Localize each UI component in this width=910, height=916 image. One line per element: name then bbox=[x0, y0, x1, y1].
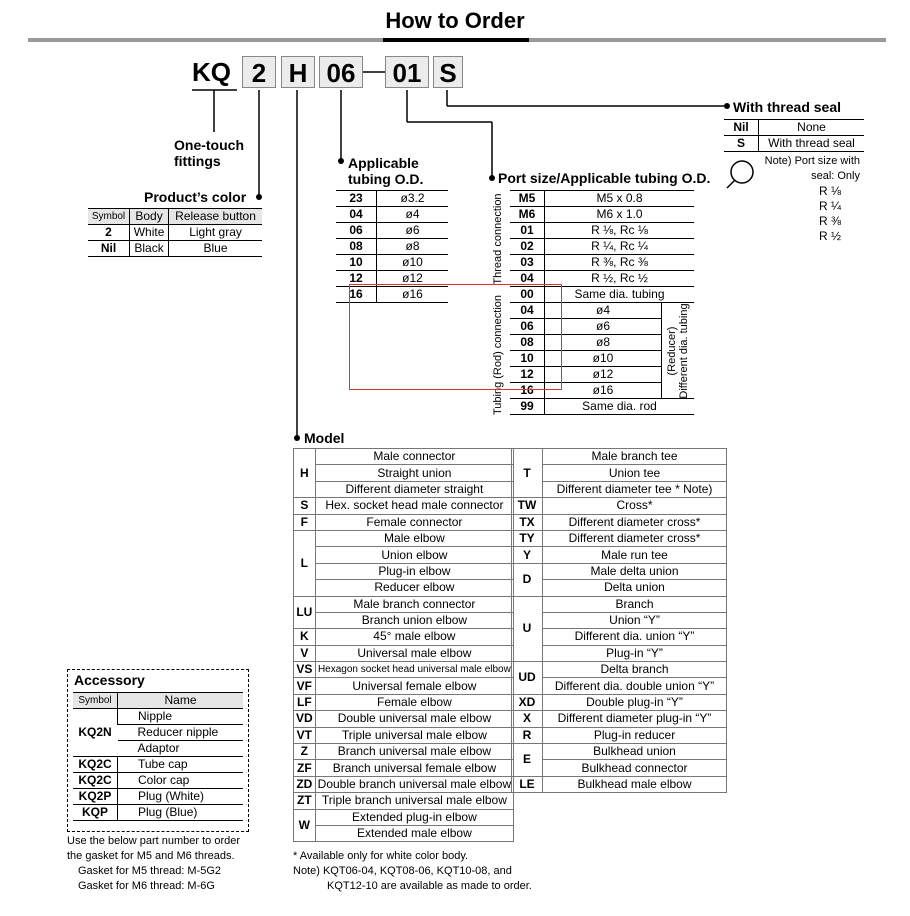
code-box-seal: S bbox=[433, 56, 463, 88]
table-row: 00 Same dia. tubing bbox=[510, 287, 694, 303]
accessory-name: Nipple bbox=[118, 709, 244, 725]
model-code: D bbox=[512, 563, 543, 596]
model-table-right bbox=[511, 448, 727, 793]
thread-connection-label: Thread connection bbox=[492, 193, 504, 285]
table-row: 10 ø10 bbox=[510, 351, 694, 367]
model-name: Double plug-in “Y” bbox=[543, 694, 727, 710]
table-row bbox=[294, 629, 514, 645]
tubing-title: Applicable tubing O.D. bbox=[348, 155, 424, 187]
model-code: Z bbox=[294, 744, 316, 760]
model-code: TW bbox=[512, 498, 543, 514]
code-box-model: H bbox=[281, 56, 315, 88]
model-name: Plug-in “Y” bbox=[543, 645, 727, 661]
model-title: Model bbox=[304, 430, 345, 446]
model-name: Union “Y” bbox=[543, 612, 727, 628]
table-row bbox=[512, 580, 727, 596]
table-row bbox=[512, 744, 727, 760]
color-title: Product’s color bbox=[144, 189, 247, 205]
accessory-name: Color cap bbox=[118, 773, 244, 789]
table-row: 2 White Light gray bbox=[88, 225, 262, 241]
table-row: 08 ø8 bbox=[336, 239, 448, 255]
model-name: Different diameter cross* bbox=[543, 514, 727, 530]
seal-size: R ⅛ bbox=[819, 184, 842, 198]
table-row: 12 ø12 bbox=[336, 271, 448, 287]
table-row: Nil None bbox=[724, 120, 864, 136]
model-code: ZT bbox=[294, 793, 316, 809]
asterisk-note: * Available only for white color body. bbox=[293, 850, 469, 862]
model-name: Double universal male elbow bbox=[315, 711, 513, 727]
model-name: Delta union bbox=[543, 580, 727, 596]
model-name: Different dia. union “Y” bbox=[543, 629, 727, 645]
table-row bbox=[512, 530, 727, 546]
model-name: Branch universal male elbow bbox=[315, 744, 513, 760]
model-name: 45° male elbow bbox=[315, 629, 513, 645]
table-row bbox=[512, 514, 727, 530]
model-name: Straight union bbox=[315, 465, 513, 481]
table-row bbox=[294, 662, 514, 678]
table-row: 06 ø6 bbox=[510, 319, 694, 335]
table-row: 04 R ½, Rc ½ bbox=[510, 271, 694, 287]
color-header-button: Release button bbox=[169, 209, 262, 225]
table-row bbox=[294, 498, 514, 514]
table-row bbox=[512, 760, 727, 776]
model-name: Male connector bbox=[315, 449, 513, 465]
model-name: Different diameter cross* bbox=[543, 530, 727, 546]
model-name: Reducer elbow bbox=[315, 580, 513, 596]
table-row bbox=[294, 727, 514, 743]
model-code: L bbox=[294, 530, 316, 596]
model-code: VT bbox=[294, 727, 316, 743]
table-row: 04 ø4 bbox=[336, 207, 448, 223]
model-name: Extended male elbow bbox=[315, 825, 513, 841]
table-row: S With thread seal bbox=[724, 136, 864, 152]
accessory-title: Accessory bbox=[74, 672, 145, 688]
table-row: 01 R ⅛, Rc ⅛ bbox=[510, 223, 694, 239]
table-row bbox=[512, 481, 727, 497]
model-code: ZD bbox=[294, 776, 316, 792]
model-code: S bbox=[294, 498, 316, 514]
table-row bbox=[73, 773, 243, 789]
table-row bbox=[73, 805, 243, 821]
table-row bbox=[294, 547, 514, 563]
table-row: 16 ø16 bbox=[336, 287, 448, 303]
table-row: M6 M6 x 1.0 bbox=[510, 207, 694, 223]
table-row bbox=[73, 709, 243, 725]
table-row bbox=[294, 744, 514, 760]
model-code: TY bbox=[512, 530, 543, 546]
model-name: Male run tee bbox=[543, 547, 727, 563]
model-name: Bulkhead union bbox=[543, 744, 727, 760]
model-code: Y bbox=[512, 547, 543, 563]
code-box-port: 01 bbox=[385, 56, 429, 88]
model-name: Extended plug-in elbow bbox=[315, 809, 513, 825]
table-row bbox=[294, 563, 514, 579]
seal-note: Note) Port size with seal: Only bbox=[764, 155, 860, 182]
seal-size: R ⅜ bbox=[819, 214, 842, 228]
model-table-left bbox=[293, 448, 514, 842]
table-row bbox=[512, 547, 727, 563]
model-code: UD bbox=[512, 662, 543, 695]
table-row bbox=[294, 580, 514, 596]
code-box-color: 2 bbox=[242, 56, 276, 88]
table-row bbox=[294, 612, 514, 628]
color-header-body: Body bbox=[129, 209, 168, 225]
table-row bbox=[294, 825, 514, 841]
accessory-code: KQ2C bbox=[73, 757, 118, 773]
table-row bbox=[512, 465, 727, 481]
model-name: Male delta union bbox=[543, 563, 727, 579]
table-row bbox=[294, 481, 514, 497]
model-name: Male branch connector bbox=[315, 596, 513, 612]
gasket-note: the gasket for M5 and M6 threads. bbox=[67, 850, 235, 862]
table-row: 12 ø12 bbox=[510, 367, 694, 383]
model-name: Delta branch bbox=[543, 662, 727, 678]
model-code: LF bbox=[294, 694, 316, 710]
model-code: VS bbox=[294, 662, 316, 678]
accessory-box bbox=[67, 669, 249, 832]
model-name: Double branch universal male elbow bbox=[315, 776, 513, 792]
model-code: VF bbox=[294, 678, 316, 694]
accessory-code: KQ2C bbox=[73, 773, 118, 789]
code-box-tubing: 06 bbox=[319, 56, 363, 88]
accessory-code: KQP bbox=[73, 805, 118, 821]
model-code: H bbox=[294, 449, 316, 498]
gasket-m6: Gasket for M6 thread: M-6G bbox=[78, 880, 215, 892]
table-row bbox=[512, 694, 727, 710]
model-code: W bbox=[294, 809, 316, 842]
made-to-order-note: Note) KQT06-04, KQT08-06, KQT10-08, and bbox=[293, 865, 512, 877]
model-code: X bbox=[512, 711, 543, 727]
seal-size: R ½ bbox=[819, 229, 842, 243]
model-code: K bbox=[294, 629, 316, 645]
table-row bbox=[73, 757, 243, 773]
model-code: V bbox=[294, 645, 316, 661]
accessory-name: Adaptor bbox=[118, 741, 244, 757]
highlight-box bbox=[349, 284, 562, 390]
table-row bbox=[512, 629, 727, 645]
table-row bbox=[512, 727, 727, 743]
table-row bbox=[512, 776, 727, 792]
model-code: LE bbox=[512, 776, 543, 792]
model-name: Branch universal female elbow bbox=[315, 760, 513, 776]
table-row bbox=[294, 694, 514, 710]
color-table bbox=[88, 208, 262, 257]
model-name: Universal female elbow bbox=[315, 678, 513, 694]
gasket-note: Use the below part number to order bbox=[67, 835, 241, 847]
model-code: T bbox=[512, 449, 543, 498]
model-code: TX bbox=[512, 514, 543, 530]
model-name: Branch bbox=[543, 596, 727, 612]
table-row bbox=[512, 563, 727, 579]
table-row: 16 ø16 bbox=[510, 383, 694, 399]
table-row bbox=[512, 449, 727, 465]
model-code: E bbox=[512, 744, 543, 777]
model-name: Triple branch universal male elbow bbox=[315, 793, 513, 809]
accessory-table bbox=[73, 692, 243, 821]
table-row bbox=[294, 793, 514, 809]
table-row: 06 ø6 bbox=[336, 223, 448, 239]
model-name: Union tee bbox=[543, 465, 727, 481]
accessory-name: Reducer nipple bbox=[118, 725, 244, 741]
accessory-name: Plug (Blue) bbox=[118, 805, 244, 821]
model-name: Different diameter tee * Note) bbox=[543, 481, 727, 497]
table-row: 04 ø4 (Reducer) Different dia. tubing bbox=[510, 303, 694, 319]
model-name: Different diameter plug-in “Y” bbox=[543, 711, 727, 727]
table-row bbox=[294, 530, 514, 546]
accessory-header: Symbol bbox=[73, 693, 118, 709]
table-row bbox=[512, 662, 727, 678]
model-name: Hexagon socket head universal male elbow bbox=[315, 662, 513, 678]
model-name: Male elbow bbox=[315, 530, 513, 546]
model-name: Female elbow bbox=[315, 694, 513, 710]
model-code: R bbox=[512, 727, 543, 743]
table-row: Nil Black Blue bbox=[88, 241, 262, 257]
model-code: U bbox=[512, 596, 543, 662]
table-row bbox=[294, 645, 514, 661]
model-name: Hex. socket head male connector bbox=[315, 498, 513, 514]
table-row bbox=[512, 711, 727, 727]
table-row bbox=[294, 678, 514, 694]
table-row bbox=[73, 789, 243, 805]
model-code: XD bbox=[512, 694, 543, 710]
model-name: Female connector bbox=[315, 514, 513, 530]
table-row bbox=[512, 645, 727, 661]
table-row bbox=[294, 809, 514, 825]
table-row bbox=[294, 449, 514, 465]
model-name: Different dia. double union “Y” bbox=[543, 678, 727, 694]
model-name: Male branch tee bbox=[543, 449, 727, 465]
table-row bbox=[294, 465, 514, 481]
model-name: Bulkhead male elbow bbox=[543, 776, 727, 792]
table-row bbox=[512, 596, 727, 612]
table-row bbox=[512, 498, 727, 514]
table-row: 23 ø3.2 bbox=[336, 191, 448, 207]
table-row: M5 M5 x 0.8 bbox=[510, 191, 694, 207]
seal-table bbox=[724, 119, 864, 152]
model-name: Plug-in reducer bbox=[543, 727, 727, 743]
table-row: 08 ø8 bbox=[510, 335, 694, 351]
color-header-symbol: Symbol bbox=[88, 209, 129, 225]
made-to-order-note-2: KQT12-10 are available as made to order. bbox=[327, 880, 532, 892]
table-row bbox=[294, 596, 514, 612]
table-row bbox=[512, 612, 727, 628]
table-row bbox=[294, 776, 514, 792]
accessory-code: KQ2P bbox=[73, 789, 118, 805]
table-row bbox=[294, 514, 514, 530]
accessory-name: Plug (White) bbox=[118, 789, 244, 805]
table-row: 99 Same dia. rod bbox=[510, 399, 694, 415]
accessory-name: Tube cap bbox=[118, 757, 244, 773]
seal-size: R ¼ bbox=[819, 199, 842, 213]
table-row bbox=[512, 678, 727, 694]
model-code: ZF bbox=[294, 760, 316, 776]
tubing-connection-label: Tubing (Rod) connection bbox=[492, 294, 504, 416]
model-name: Branch union elbow bbox=[315, 612, 513, 628]
page-title: How to Order bbox=[385, 8, 525, 33]
model-code: VD bbox=[294, 711, 316, 727]
magnifier-icon bbox=[727, 161, 753, 188]
table-row: 02 R ¼, Rc ¼ bbox=[510, 239, 694, 255]
model-name: Different diameter straight bbox=[315, 481, 513, 497]
accessory-header: Name bbox=[118, 693, 244, 709]
fittings-label: One-touch fittings bbox=[174, 137, 244, 169]
table-row: 03 R ⅜, Rc ⅜ bbox=[510, 255, 694, 271]
model-name: Triple universal male elbow bbox=[315, 727, 513, 743]
table-row bbox=[294, 711, 514, 727]
accessory-code: KQ2N bbox=[73, 709, 118, 757]
table-row bbox=[294, 760, 514, 776]
model-code: LU bbox=[294, 596, 316, 629]
gasket-m5: Gasket for M5 thread: M-5G2 bbox=[78, 865, 222, 877]
seal-title: With thread seal bbox=[733, 99, 842, 115]
model-name: Plug-in elbow bbox=[315, 563, 513, 579]
model-name: Bulkhead connector bbox=[543, 760, 727, 776]
port-title: Port size/Applicable tubing O.D. bbox=[498, 170, 711, 186]
model-name: Cross* bbox=[543, 498, 727, 514]
reducer-label: (Reducer) Different dia. tubing bbox=[662, 303, 695, 399]
model-code: F bbox=[294, 514, 316, 530]
model-name: Union elbow bbox=[315, 547, 513, 563]
code-prefix: KQ bbox=[192, 57, 231, 87]
model-name: Universal male elbow bbox=[315, 645, 513, 661]
table-row: 10 ø10 bbox=[336, 255, 448, 271]
